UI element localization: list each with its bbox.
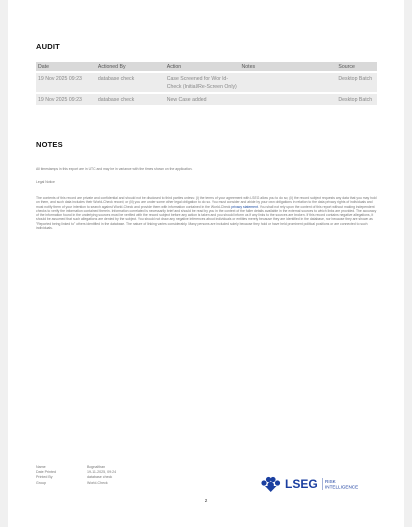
print-detail-row bbox=[36, 481, 116, 486]
cell-notes bbox=[240, 94, 337, 105]
print-detail-value: Bognalthan bbox=[87, 465, 106, 469]
legal-text-continued: . You shall not rely upon the content of this report without making independent checks to verify the information contained therein. Information correlated is necessarily brief and should be read by you in the context of the fuller details available in the external sources to which links are provided. The accuracy of the information found in the underlying sources must be verified with the record subject before any action is taken and you should inform us if any links to the sources are broken. If this record contains negative allegations, it should be assumed that such allegations are denied by the subject. You should not draw any negative inferences about individuals or entities merely because they are identified in the database, nor because they are shown as "Reported being linked to" others identified in the database. The nature of linking varies considerably. Many persons are included solely because they hold or have held prominent political positions or are connected to such individuals. bbox=[36, 204, 377, 231]
audit-section-title: AUDIT bbox=[36, 42, 60, 51]
document-page bbox=[8, 0, 404, 527]
page-number: 2 bbox=[204, 498, 208, 503]
cell-notes bbox=[240, 73, 337, 92]
audit-table bbox=[36, 60, 377, 107]
cell-source: Desktop Batch bbox=[336, 94, 377, 105]
notes-section-title: NOTES bbox=[36, 140, 63, 149]
lseg-logo bbox=[260, 474, 380, 494]
cell-actioned-by: database check bbox=[96, 94, 165, 105]
logo-tagline-line2: INTELLIGENCE bbox=[325, 484, 359, 490]
column-header-date: Date bbox=[36, 62, 96, 71]
legal-text: The contents of this record are private and confidential and should not be disclosed to third parties unless: (i) the terms of your agreement with LSEG allow you to do so; (ii) the record subject requests any data that you may hold on them, and such data includes their World-Check record; or (iii) you are under some other legal obligation to do so. You must consider and abide by your own obligations in relation to the data privacy rights of individuals and must notify them of your intention to search against World-Check and provide them with information contained in the World-Check bbox=[36, 196, 377, 209]
timestamp-note: All timestamps in this export are in UTC and may be in variance with the times shown on the application. bbox=[36, 167, 193, 171]
column-header-source: Source bbox=[336, 62, 377, 71]
logo-brand-text: LSEG bbox=[285, 477, 318, 491]
print-detail-label: Date Printed bbox=[36, 470, 56, 475]
print-detail-label: Group bbox=[36, 480, 46, 485]
lseg-emblem-icon bbox=[261, 477, 280, 492]
table-row bbox=[36, 94, 377, 105]
privacy-statement-link[interactable]: privacy statement bbox=[231, 204, 258, 209]
print-detail-value: World-Check bbox=[87, 480, 108, 485]
cell-action: New Case added bbox=[165, 94, 240, 105]
cell-actioned-by: database check bbox=[96, 73, 165, 92]
legal-notice-body bbox=[36, 196, 378, 230]
cell-action: Case Screened for Wor ld-Check (Initial/Re-Screen Only) bbox=[165, 73, 240, 92]
column-header-actioned-by: Actioned By bbox=[96, 62, 165, 71]
audit-header-row bbox=[36, 62, 377, 71]
column-header-action: Action bbox=[165, 62, 240, 71]
cell-source: Desktop Batch bbox=[336, 73, 377, 92]
table-row bbox=[36, 73, 377, 92]
print-detail-label: Printed By bbox=[36, 475, 53, 480]
print-details bbox=[36, 465, 116, 486]
print-detail-value: database check bbox=[87, 475, 113, 480]
legal-notice-heading: Legal Notice bbox=[36, 180, 55, 184]
print-detail-value: 19-11-2025, 09:24 bbox=[87, 470, 117, 475]
column-header-notes: Notes bbox=[240, 62, 337, 71]
logo-tagline-line1: RISK bbox=[325, 479, 336, 484]
cell-date: 19 Nov 2025 09:23 bbox=[36, 94, 96, 105]
cell-date: 19 Nov 2025 09:23 bbox=[36, 73, 96, 92]
print-detail-label: Name bbox=[36, 465, 46, 469]
